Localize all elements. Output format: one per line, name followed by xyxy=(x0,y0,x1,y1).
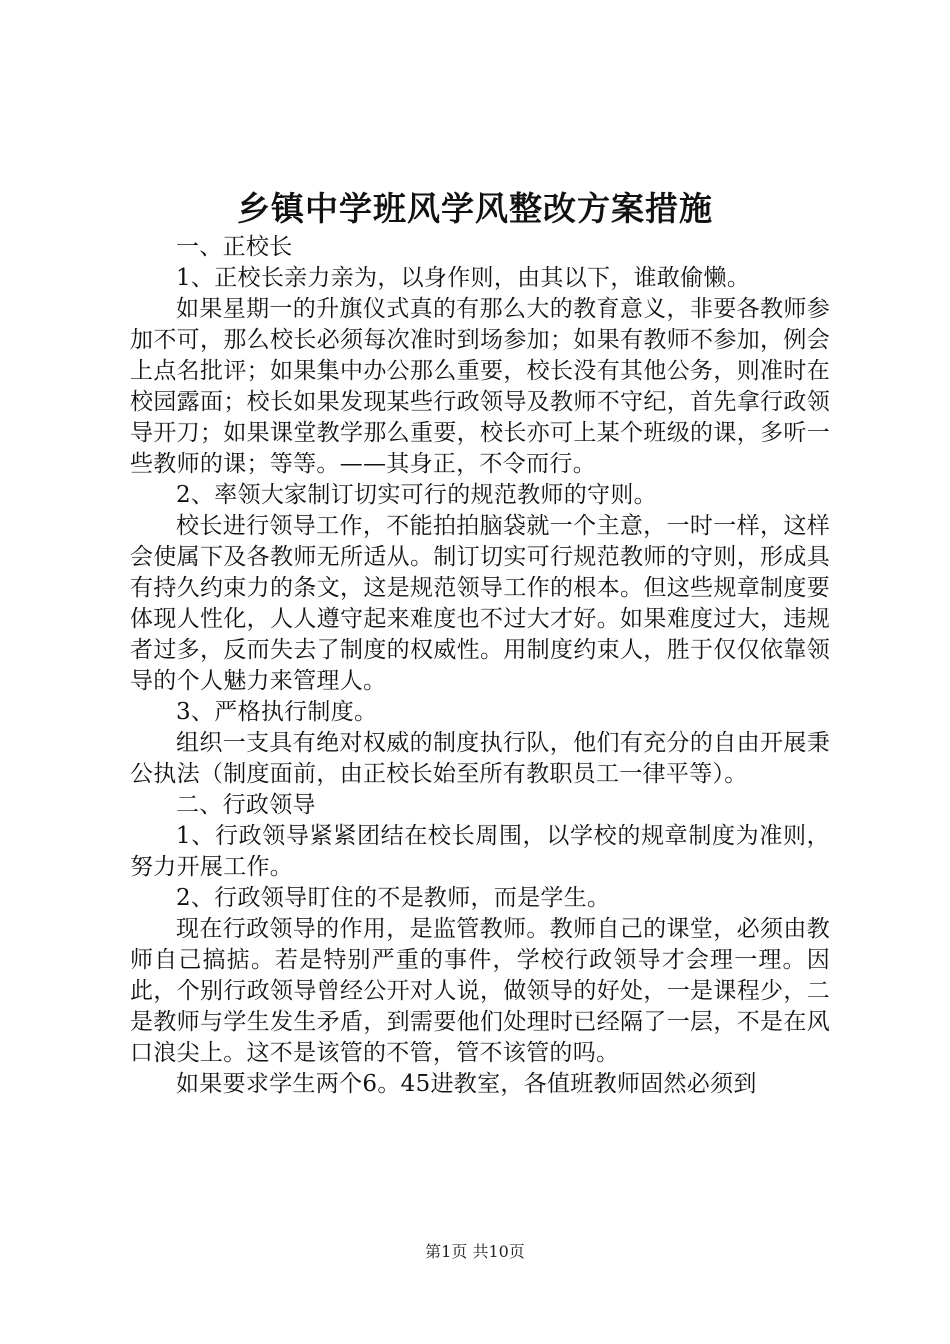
page-number-footer: 第1页 共10页 xyxy=(425,1242,525,1261)
paragraph-body: 如果星期一的升旗仪式真的有那么大的教育意义，非要各教师参加不可，那么校长必须每次准时到场参加；如果有教师不参加，例会上点名批评；如果集中办公那么重要，校长没有其他公务，则准时在校园露面；校长如果发现某些行政领导及教师不守纪，首先拿行政领导开刀；如果课堂教学那么重要，校长亦可上某个班级的课，多听一些教师的课；等等。——其身正，不令而行。 xyxy=(130,296,830,477)
section-heading-1: 一、正校长 xyxy=(176,234,293,260)
section-heading-2: 二、行政领导 xyxy=(176,792,316,818)
paragraph-body: 组织一支具有绝对权威的制度执行队，他们有充分的自由开展秉公执法（制度面前，由正校长始至所有教职员工一律平等）。 xyxy=(130,730,830,787)
document-body xyxy=(130,232,830,1100)
paragraph-item-1-1: 1、正校长亲力亲为，以身作则，由其以下，谁敢偷懒。 xyxy=(176,265,751,291)
paragraph-body: 现在行政领导的作用，是监管教师。教师自己的课堂，必须由教师自己搞掂。若是特别严重的事件，学校行政领导才会理一理。因此，个别行政领导曾经公开对人说，做领导的好处，一是课程少，二是教师与学生发生矛盾，到需要他们处理时已经隔了一层，不是在风口浪尖上。这不是该管的不管，管不该管的吗。 xyxy=(130,916,830,1066)
paragraph-body: 如果要求学生两个6。45进教室，各值班教师固然必须到 xyxy=(176,1071,757,1097)
paragraph-item-2-2: 2、行政领导盯住的不是教师，而是学生。 xyxy=(176,885,611,911)
paragraph-body: 校长进行领导工作，不能拍拍脑袋就一个主意，一时一样，这样会使属下及各教师无所适从。制订切实可行规范教师的守则，形成具有持久约束力的条文，这是规范领导工作的根本。但这些规章制度要体现人性化，人人遵守起来难度也不过大才好。如果难度过大，违规者过多，反而失去了制度的权威性。用制度约束人，胜于仅仅依靠领导的个人魅力来管理人。 xyxy=(130,513,830,694)
paragraph-item-1-3: 3、严格执行制度。 xyxy=(176,699,378,725)
document-title: 乡镇中学班风学风整改方案措施 xyxy=(237,189,713,228)
paragraph-item-2-1: 1、行政领导紧紧团结在校长周围，以学校的规章制度为准则，努力开展工作。 xyxy=(130,823,830,880)
paragraph-item-1-2: 2、率领大家制订切实可行的规范教师的守则。 xyxy=(176,482,657,508)
